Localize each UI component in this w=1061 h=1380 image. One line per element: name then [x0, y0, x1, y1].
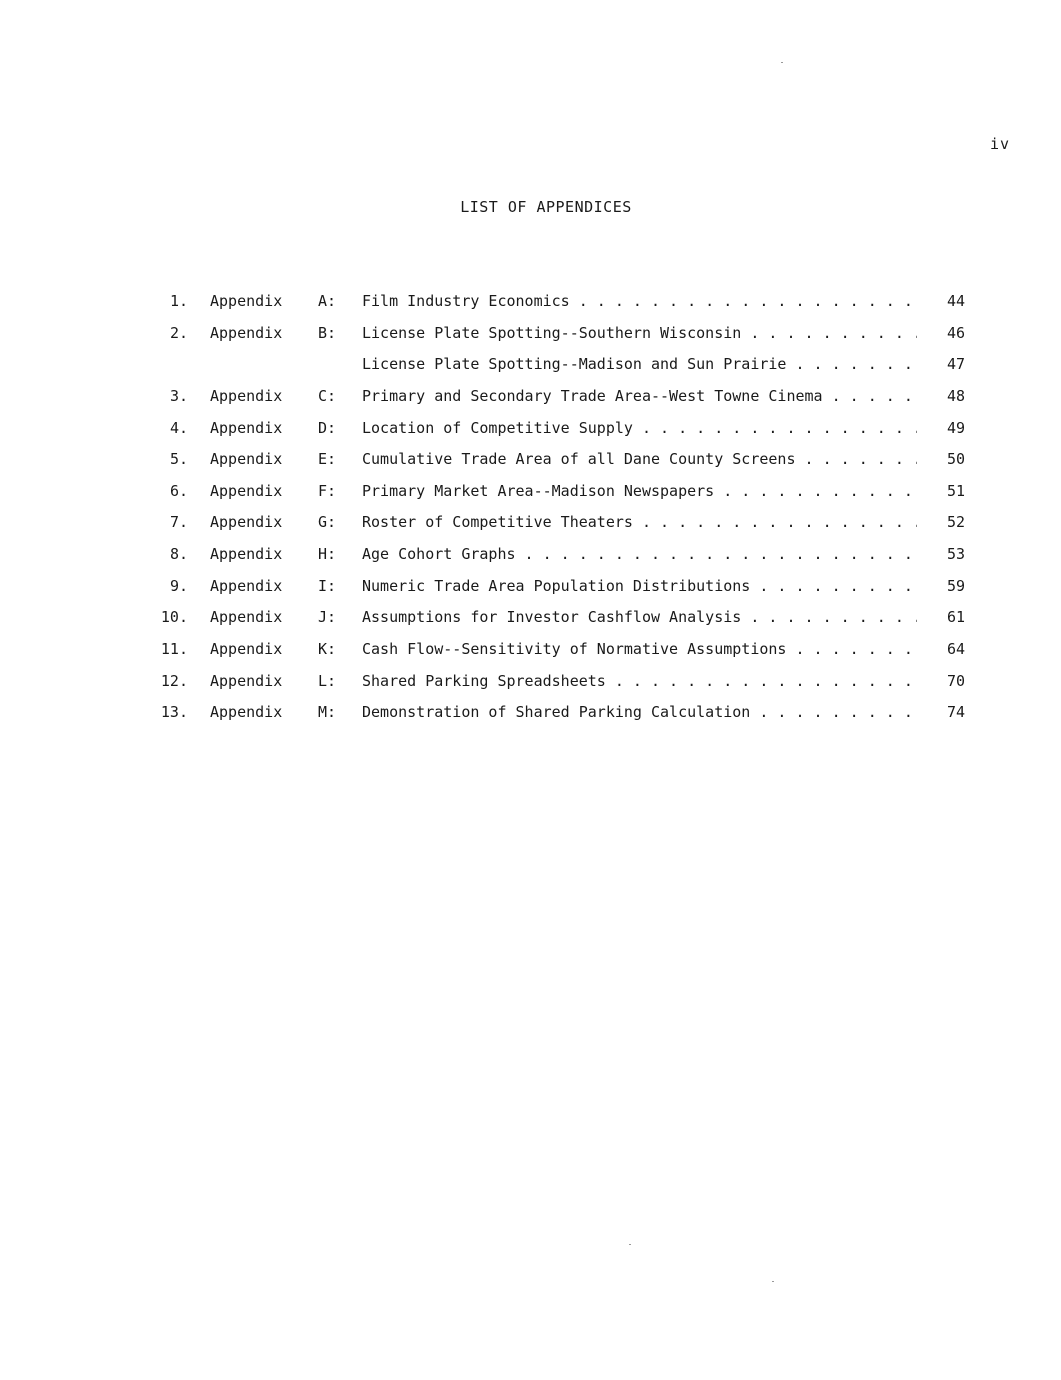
entry-page-number: 61	[946, 608, 965, 627]
list-item	[150, 353, 965, 385]
entry-number: 2.	[169, 323, 188, 342]
page-title: LIST OF APPENDICES	[460, 198, 632, 216]
entry-number: 7.	[169, 513, 188, 532]
entry-letter: A:	[318, 292, 337, 310]
page-number: iv	[990, 135, 1011, 153]
entry-page-number: 44	[946, 292, 965, 310]
entry-letter: I:	[318, 576, 337, 595]
entry-title: Primary Market Area--Madison Newspapers . . .	[362, 480, 917, 502]
entry-page-number: 50	[946, 450, 965, 469]
entry-appendix-word: Appendix	[210, 608, 283, 627]
entry-page-number: 53	[946, 545, 965, 564]
list-item	[150, 575, 965, 607]
entry-letter: G:	[318, 513, 337, 532]
entry-title: Roster of Competitive Theaters . . .	[362, 511, 917, 533]
entry-letter: L:	[318, 671, 337, 690]
entry-letter: F:	[318, 481, 337, 500]
list-item	[150, 670, 965, 702]
scan-speck	[781, 62, 783, 63]
list-item	[150, 322, 965, 354]
list-item	[150, 638, 965, 670]
entry-appendix-word: Appendix	[210, 671, 283, 690]
entry-title: License Plate Spotting--Southern Wisconsin . . .	[362, 322, 917, 344]
entry-appendix-word: Appendix	[210, 481, 283, 500]
entry-title: Assumptions for Investor Cashflow Analysis . . .	[362, 606, 917, 628]
entry-title: Cash Flow--Sensitivity of Normative Assumptions . . .	[362, 638, 917, 660]
list-item	[150, 606, 965, 638]
entry-appendix-word: Appendix	[210, 418, 283, 437]
entry-title: Primary and Secondary Trade Area--West Towne Cinema . . .	[362, 385, 917, 407]
entry-title: Age Cohort Graphs . . .	[362, 543, 917, 565]
list-item	[150, 701, 965, 733]
entry-number: 13.	[160, 703, 188, 722]
entry-appendix-word: Appendix	[210, 323, 283, 342]
entry-number: 1.	[169, 292, 188, 310]
entry-appendix-word: Appendix	[210, 640, 283, 659]
entry-appendix-word: Appendix	[210, 513, 283, 532]
entry-letter: J:	[318, 608, 337, 627]
entry-page-number: 51	[946, 481, 965, 500]
entry-title: Shared Parking Spreadsheets . . .	[362, 670, 917, 692]
entry-appendix-word: Appendix	[210, 386, 283, 405]
entry-letter: H:	[318, 545, 337, 564]
entry-number: 10.	[160, 608, 188, 627]
entry-title: Numeric Trade Area Population Distributions . . .	[362, 575, 917, 597]
list-item	[150, 290, 965, 322]
entry-title: Cumulative Trade Area of all Dane County Screens . . .	[362, 448, 917, 470]
entry-page-number: 47	[946, 355, 965, 374]
entry-title: License Plate Spotting--Madison and Sun Prairie . . .	[362, 353, 917, 375]
entry-number: 3.	[169, 386, 188, 405]
entry-number: 11.	[160, 640, 188, 659]
list-item	[150, 417, 965, 449]
entry-appendix-word: Appendix	[210, 576, 283, 595]
entry-number: 4.	[169, 418, 188, 437]
entry-page-number: 59	[946, 576, 965, 595]
entry-appendix-word: Appendix	[210, 545, 283, 564]
entry-page-number: 74	[946, 703, 965, 722]
entry-number: 12.	[160, 671, 188, 690]
entry-page-number: 64	[946, 640, 965, 659]
list-item	[150, 385, 965, 417]
entry-page-number: 52	[946, 513, 965, 532]
list-item	[150, 448, 965, 480]
entry-letter: E:	[318, 450, 337, 469]
list-item	[150, 511, 965, 543]
entry-number: 9.	[169, 576, 188, 595]
entry-page-number: 48	[946, 386, 965, 405]
entry-letter: M:	[318, 703, 337, 722]
entry-appendix-word: Appendix	[210, 703, 283, 722]
scan-speck	[629, 1244, 631, 1245]
scan-speck	[772, 1281, 774, 1282]
appendix-list	[150, 290, 965, 733]
entry-letter: K:	[318, 640, 337, 659]
entry-page-number: 49	[946, 418, 965, 437]
entry-appendix-word: Appendix	[210, 292, 283, 310]
entry-letter: B:	[318, 323, 337, 342]
entry-page-number: 70	[946, 671, 965, 690]
entry-number: 6.	[169, 481, 188, 500]
list-item	[150, 543, 965, 575]
entry-title: Location of Competitive Supply . . .	[362, 417, 917, 439]
entry-letter: C:	[318, 386, 337, 405]
entry-title: Film Industry Economics . . .	[362, 290, 917, 312]
list-item	[150, 480, 965, 512]
entry-number: 5.	[169, 450, 188, 469]
entry-page-number: 46	[946, 323, 965, 342]
entry-letter: D:	[318, 418, 337, 437]
entry-title: Demonstration of Shared Parking Calculation . . .	[362, 701, 917, 723]
entry-number: 8.	[169, 545, 188, 564]
entry-appendix-word: Appendix	[210, 450, 283, 469]
